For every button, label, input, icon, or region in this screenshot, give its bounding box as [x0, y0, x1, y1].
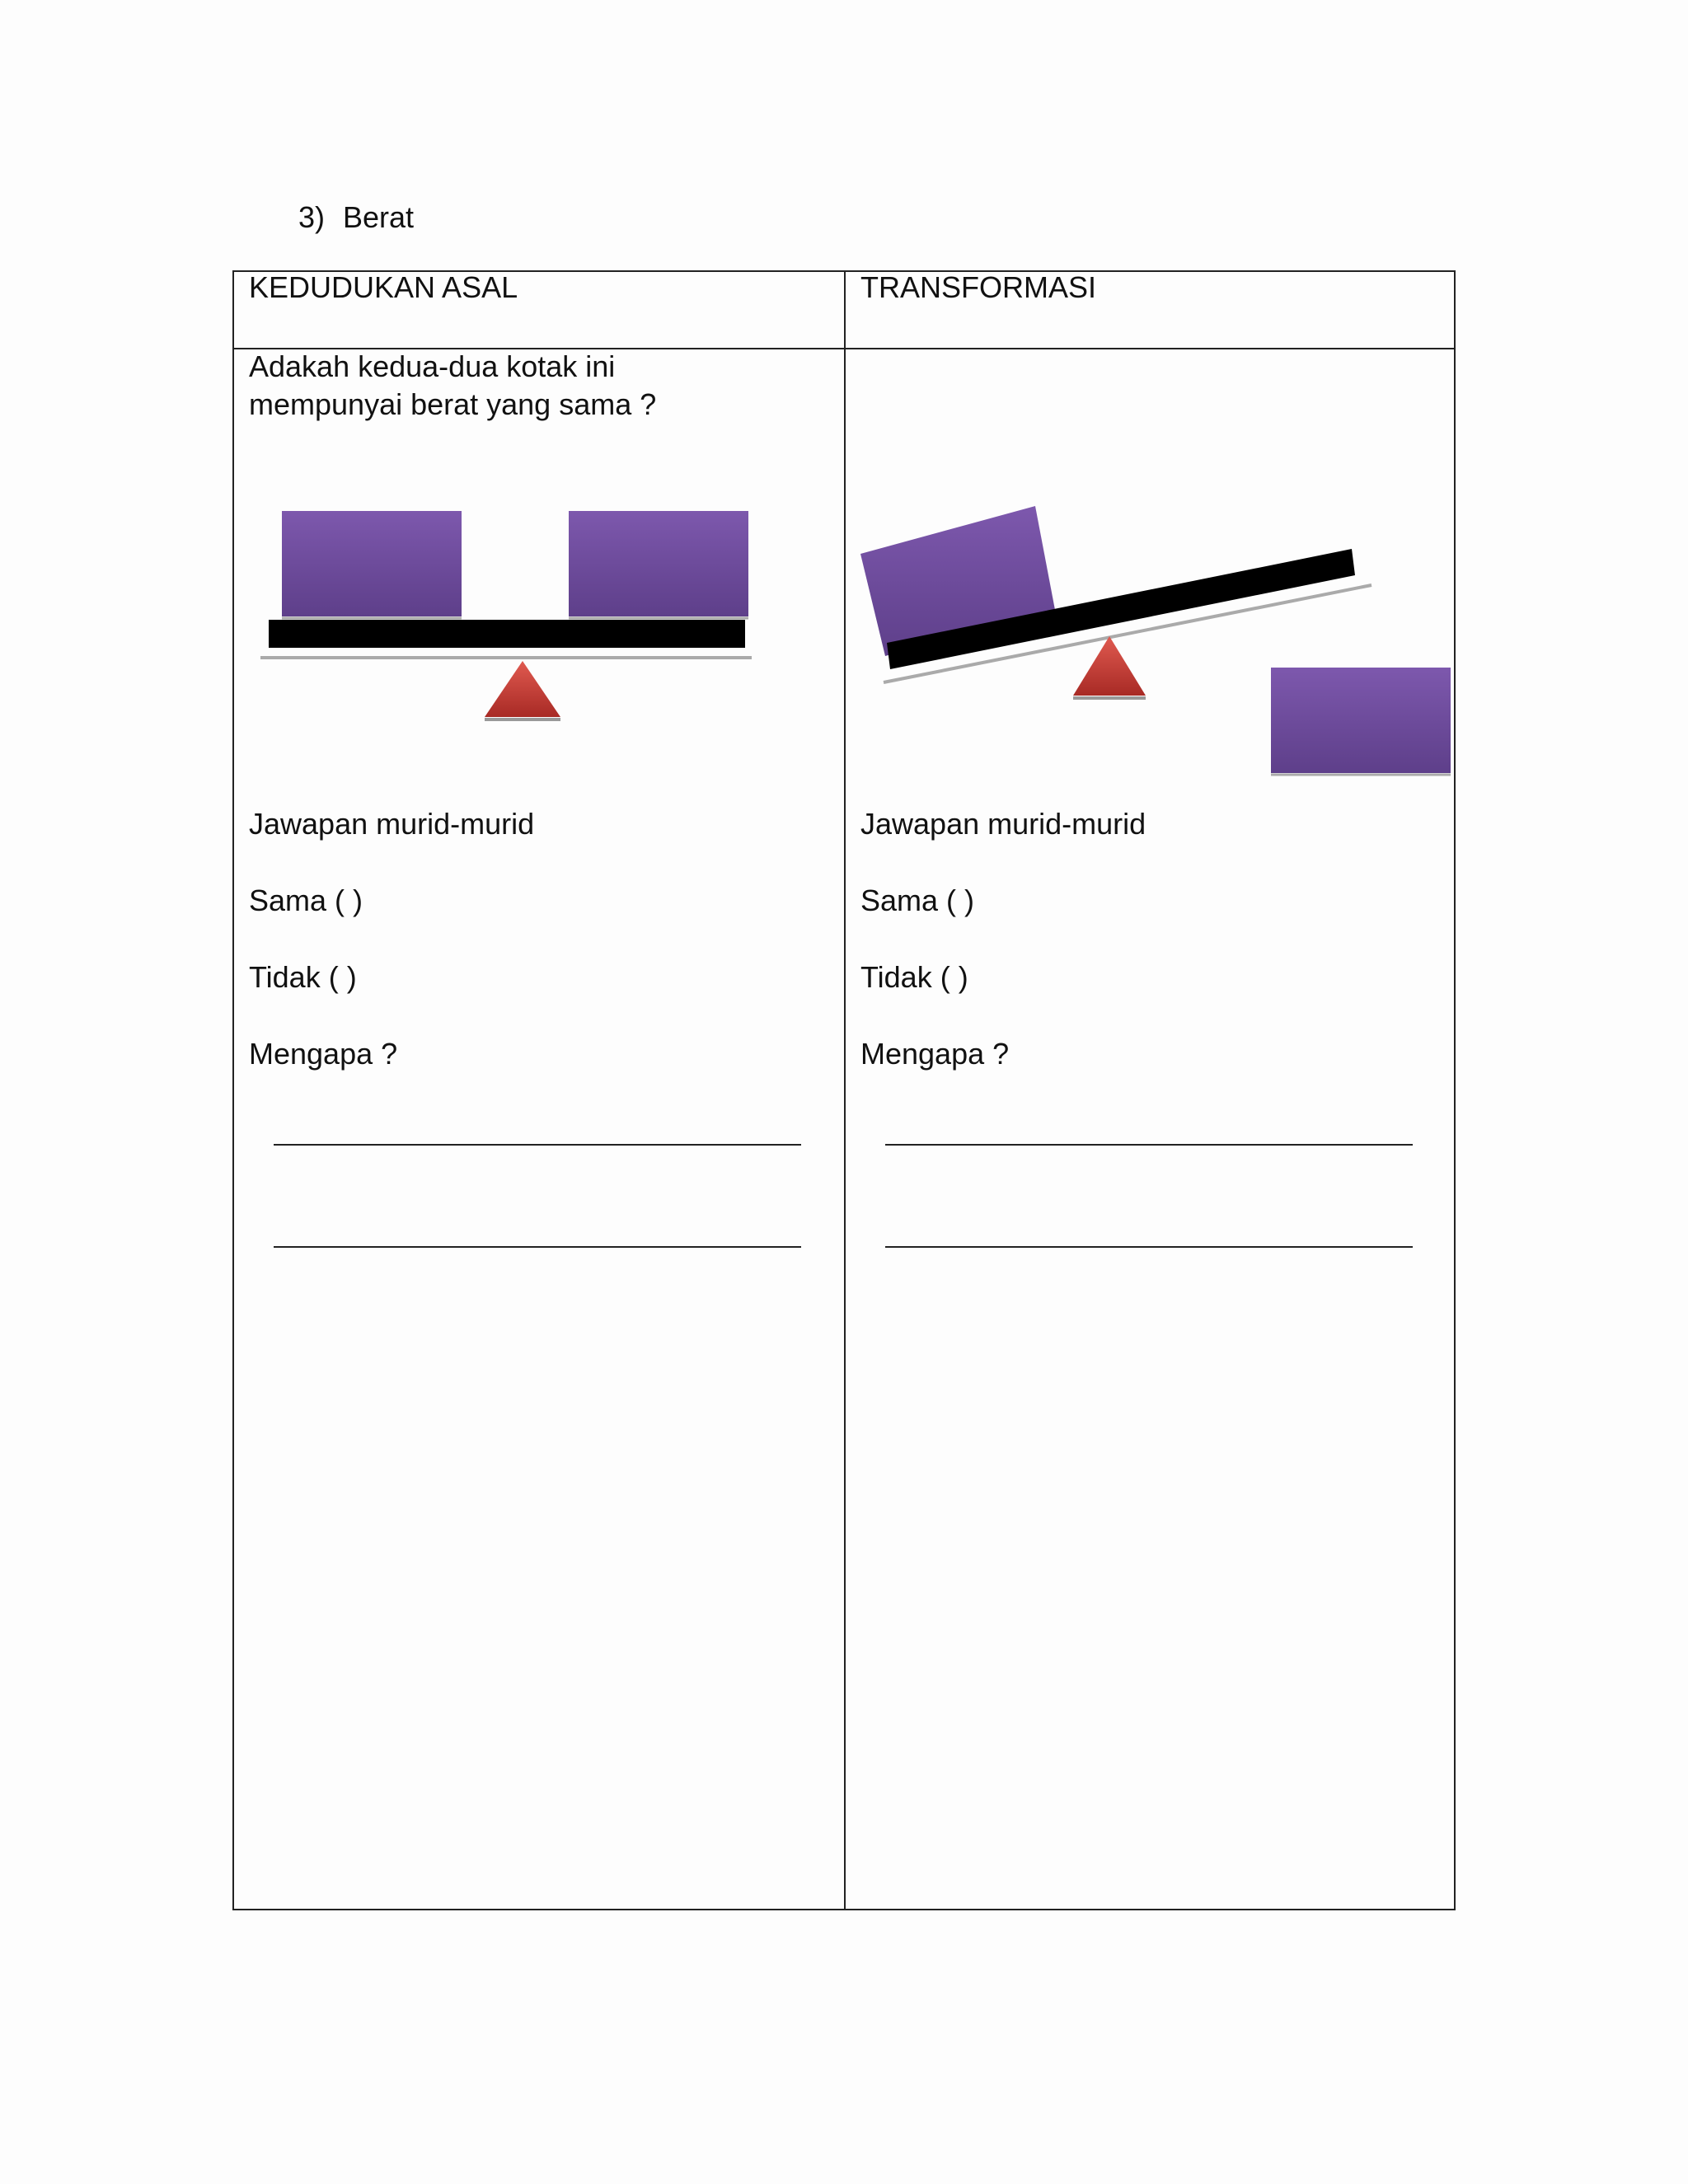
fulcrum-triangle-transformed: [1073, 636, 1146, 696]
section-number: 3): [298, 200, 326, 234]
right-box: [569, 511, 748, 616]
right-column-header: TRANSFORMASI: [860, 270, 1097, 304]
right-answer-line-2[interactable]: [885, 1246, 1413, 1248]
right-answer-line-1[interactable]: [885, 1144, 1413, 1146]
section-heading: [298, 199, 414, 236]
right-why-label: Mengapa ?: [860, 1037, 1010, 1071]
left-option-same: Sama ( ): [249, 883, 363, 917]
worksheet-table: [232, 270, 1456, 1910]
fulcrum-triangle: [485, 661, 560, 717]
left-answers-label: Jawapan murid-murid: [249, 807, 535, 841]
left-column-header: KEDUDUKAN ASAL: [249, 270, 518, 304]
section-title: Berat: [343, 200, 415, 234]
balanced-seesaw-illustration: [257, 511, 768, 758]
seesaw-beam: [269, 620, 745, 648]
left-why-label: Mengapa ?: [249, 1037, 398, 1071]
separated-box: [1271, 668, 1451, 773]
left-answer-line-2[interactable]: [274, 1246, 801, 1248]
left-option-not: Tidak ( ): [249, 960, 357, 994]
right-option-not: Tidak ( ): [860, 960, 968, 994]
tilted-seesaw-illustration: [860, 503, 1454, 766]
right-option-same: Sama ( ): [860, 883, 975, 917]
left-answer-line-1[interactable]: [274, 1144, 801, 1146]
right-answers-label: Jawapan murid-murid: [860, 807, 1146, 841]
question-line-1: Adakah kedua-dua kotak ini: [249, 349, 616, 383]
left-box: [282, 511, 462, 616]
column-divider: [844, 272, 846, 1909]
question-line-2: mempunyai berat yang sama ?: [249, 387, 657, 421]
